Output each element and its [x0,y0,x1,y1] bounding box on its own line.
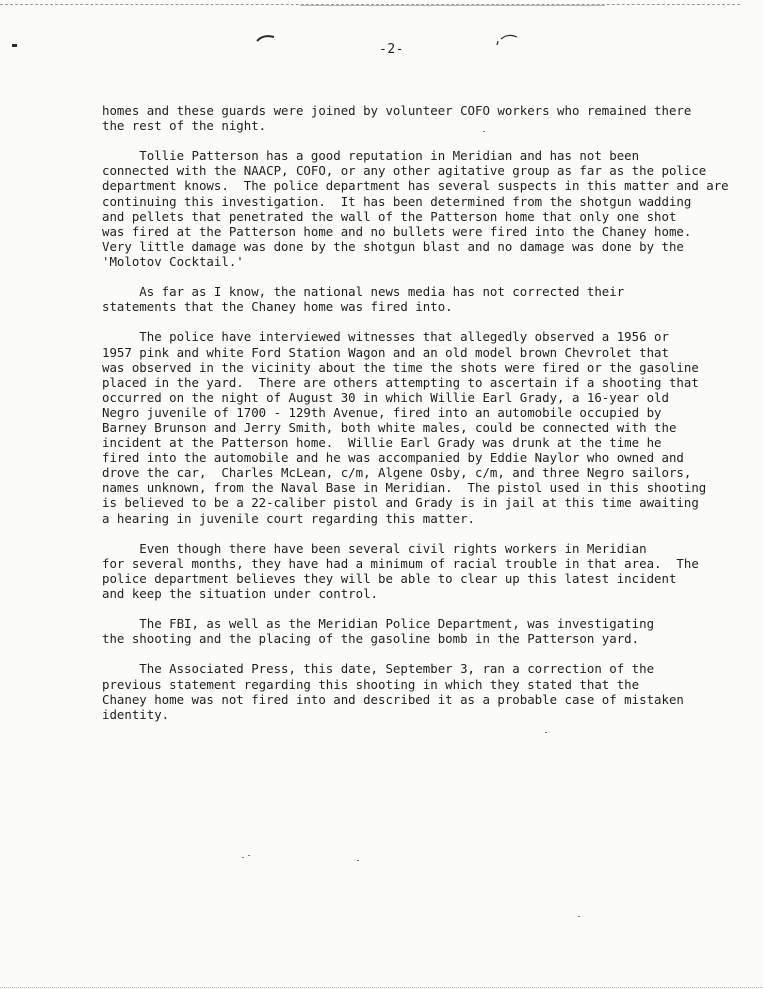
text-line: identity. [102,706,170,722]
scan-speck [248,855,250,856]
paragraph [102,284,742,314]
text-line: Chaney home was not fired into and described it as a probable case of mistaken [102,691,684,707]
text-line: the rest of the night. [102,118,267,134]
text-line: for several months, they have had a minimum of racial trouble in that area. The [102,555,699,571]
bottom-scan-rule [0,987,763,988]
paragraph [102,616,742,646]
text-line: and pellets that penetrated the wall of the Patterson home that only one shot [102,208,677,224]
text-line: The police have interviewed witnesses that allegedly observed a 1956 or [102,329,669,345]
text-line: Tollie Patterson has a good reputation in Meridian and has not been [102,148,640,164]
paragraph [102,541,742,601]
text-line: was observed in the vicinity about the time the shots were fired or the gasoline [102,359,699,375]
scan-speck [545,732,547,733]
paragraph [102,661,742,721]
document-body [102,103,742,737]
text-line: is believed to be a 22-caliber pistol and Grady is in jail at this time awaiting [102,495,699,511]
scan-speck [578,916,580,917]
text-line: 1957 pink and white Ford Station Wagon and an old model brown Chevrolet that [102,344,669,360]
text-line: The Associated Press, this date, September 3, ran a correction of the [102,661,655,677]
text-line: Very little damage was done by the shotgun blast and no damage was done by the [102,238,684,254]
text-line: names unknown, from the Naval Base in Meridian. The pistol used in this shooting [102,480,707,496]
curl-mark-left [256,33,276,43]
text-line: continuing this investigation. It has been determined from the shotgun wadding [102,193,692,209]
text-line: was fired at the Patterson home and no bullets were fired into the Chaney home. [102,223,692,239]
text-line: occurred on the night of August 30 in which Willie Earl Grady, a 16-year old [102,389,669,405]
text-line: a hearing in juvenile court regarding this matter. [102,510,475,526]
paragraph [102,103,742,133]
text-line: connected with the NAACP, COFO, or any other agitative group as far as the police [102,163,707,179]
text-line: drove the car, Charles McLean, c/m, Algene Osby, c/m, and three Negro sailors, [102,465,692,481]
scan-speck [483,131,485,132]
margin-mark [12,44,17,47]
text-line: fired into the automobile and he was accompanied by Eddie Naylor who owned and [102,450,684,466]
text-line: The FBI, as well as the Meridian Police Department, was investigating [102,616,655,632]
scan-speck [242,857,244,858]
page-number: -2- [379,42,404,57]
scan-speck [357,860,359,861]
text-line: Negro juvenile of 1700 - 129th Avenue, fired into an automobile occupied by [102,404,662,420]
text-line: incident at the Patterson home. Willie Earl Grady was drunk at the time he [102,435,662,451]
text-line: homes and these guards were joined by volunteer COFO workers who remained there [102,103,692,118]
text-line: Barney Brunson and Jerry Smith, both white males, could be connected with the [102,419,677,435]
text-line: police department believes they will be able to clear up this latest incident [102,570,677,586]
text-line: Even though there have been several civil rights workers in Meridian [102,540,647,556]
text-line: As far as I know, the national news media has not corrected their [102,284,625,300]
text-line: placed in the yard. There are others attempting to ascertain if a shooting that [102,374,699,390]
text-line: 'Molotov Cocktail.' [102,253,244,269]
paragraph [102,329,742,525]
text-line: previous statement regarding this shooting in which they stated that the [102,676,640,692]
paragraph [102,148,742,269]
text-line: department knows. The police department has several suspects in this matter and are [102,178,729,194]
text-line: the shooting and the placing of the gasoline bomb in the Patterson yard. [102,631,640,647]
text-line: statements that the Chaney home was fired into. [102,299,453,315]
top-scan-rule-solid [300,5,605,6]
curl-mark-right [495,33,519,47]
text-line: and keep the situation under control. [102,586,379,601]
